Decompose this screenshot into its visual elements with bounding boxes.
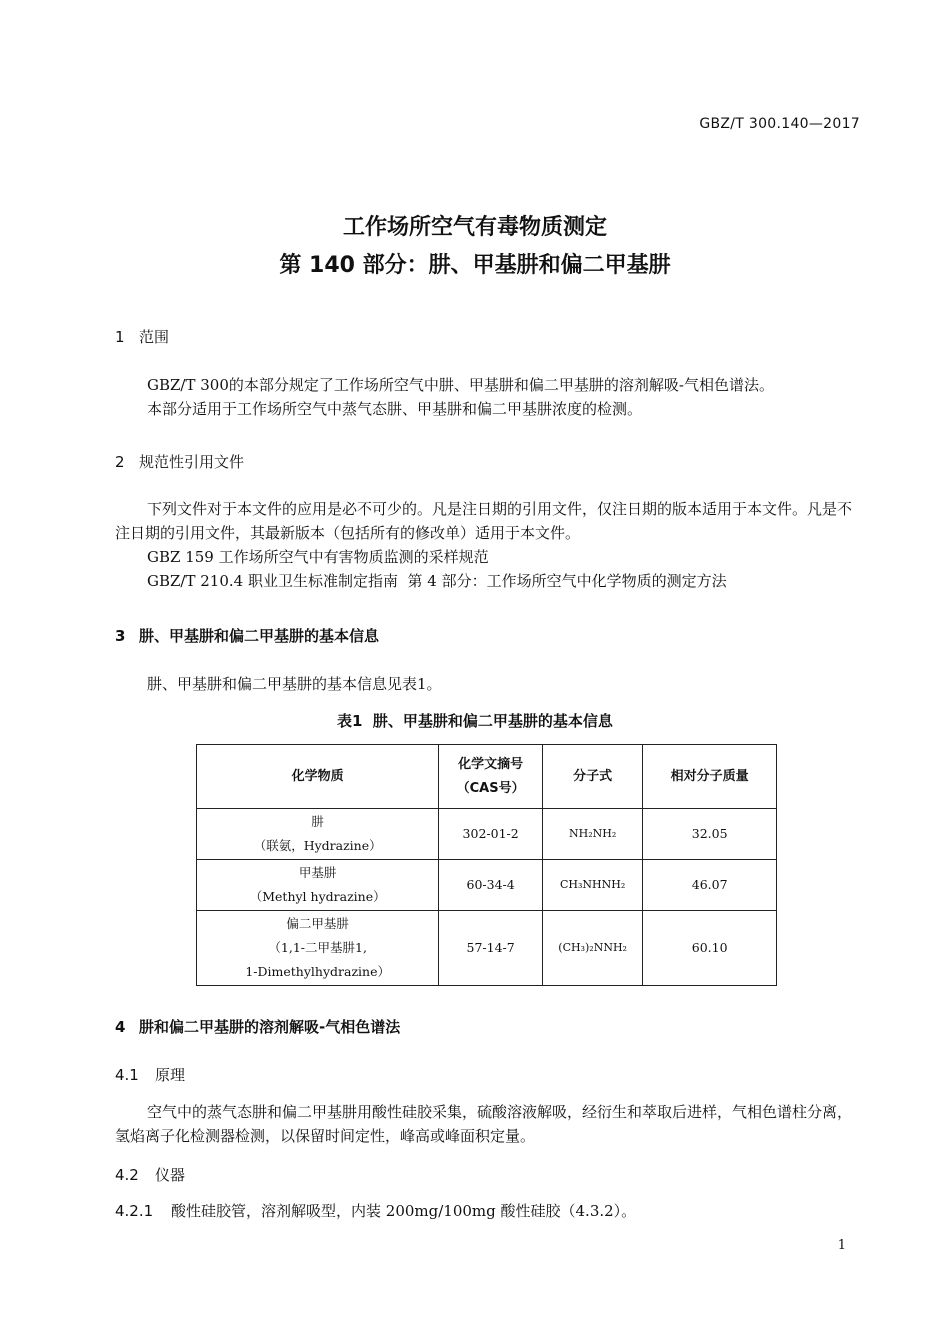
reference-gbz-159: GBZ 159 工作场所空气中有害物质监测的采样规范 [147,548,489,566]
standard-code: GBZ/T 300.140—2017 [699,116,860,132]
substance-alias: （Methyl hydrazine） [249,889,386,904]
section-title: 仪器 [155,1166,186,1184]
section-number: 4 [115,1018,126,1036]
section-3-paragraph: 肼、甲基肼和偏二甲基肼的基本信息见表1。 [147,675,442,693]
section-number: 4.1 [115,1066,139,1084]
cell-formula: CH₃NHNH₂ [542,860,642,911]
section-4-2-heading [115,1164,185,1185]
section-3-heading [115,625,379,646]
section-4-1-heading [115,1064,185,1085]
header-cas-line2: （CAS号） [456,780,525,796]
document-title-line2: 第 140 部分：肼、甲基肼和偏二甲基肼 [279,253,671,278]
cell-substance [197,809,439,860]
section-2-heading [115,451,244,472]
substance-name: 肼 [311,814,324,829]
table-1 [196,744,777,986]
substance-alias-cont: 1-Dimethylhydrazine） [245,964,390,979]
substance-alias: （1,1-二甲基肼1, [268,940,367,955]
cell-formula: (CH₃)₂NNH₂ [542,911,642,986]
section-4-2-1-item [115,1200,636,1221]
substance-alias: （联氨，Hydrazine） [253,838,382,853]
document-title-line1: 工作场所空气有毒物质测定 [342,215,607,240]
table-row [197,809,777,860]
cell-substance [197,911,439,986]
section-1-paragraph-1: GBZ/T 300的本部分规定了工作场所空气中肼、甲基肼和偏二甲基肼的溶剂解吸-气相色谱法。 [147,376,774,394]
substance-name: 甲基肼 [298,865,337,880]
reference-gbzt-210-4: GBZ/T 210.4 职业卫生标准制定指南 第 4 部分：工作场所空气中化学物质的测定方法 [147,572,727,590]
item-text: 酸性硅胶管，溶剂解吸型，内装 200mg/100mg 酸性硅胶（4.3.2）。 [171,1202,637,1220]
section-title: 肼和偏二甲基肼的溶剂解吸-气相色谱法 [139,1018,401,1036]
substance-name: 偏二甲基肼 [286,916,349,931]
cell-mass: 32.05 [643,809,777,860]
section-title: 规范性引用文件 [139,453,245,471]
cell-formula: NH₂NH₂ [542,809,642,860]
section-number: 2 [115,453,125,471]
header-substance: 化学物质 [197,745,439,809]
cell-cas: 57-14-7 [439,911,543,986]
header-formula: 分子式 [542,745,642,809]
cell-cas: 302-01-2 [439,809,543,860]
cell-substance [197,860,439,911]
cell-cas: 60-34-4 [439,860,543,911]
header-cas-line1: 化学文摘号 [458,756,524,772]
section-1-paragraph-2: 本部分适用于工作场所空气中蒸气态肼、甲基肼和偏二甲基肼浓度的检测。 [147,400,643,418]
section-title: 原理 [155,1066,186,1084]
section-number: 4.2 [115,1166,139,1184]
section-number: 1 [115,328,125,346]
header-mass: 相对分子质量 [643,745,777,809]
table-1-caption: 表1 肼、甲基肼和偏二甲基肼的基本信息 [337,712,613,730]
section-4-heading [115,1016,400,1037]
section-4-1-paragraph: 空气中的蒸气态肼和偏二甲基肼用酸性硅胶采集，硫酸溶液解吸，经衍生和萃取后进样，气相色谱柱分离，氢焰离子化检测器检测，以保留时间定性，峰高或峰面积定量。 [115,1103,853,1145]
table-row [197,911,777,986]
header-cas [439,745,543,809]
section-2-paragraph: 下列文件对于本文件的应用是必不可少的。凡是注日期的引用文件，仅注日期的版本适用于本文件。凡是不注日期的引用文件，其最新版本（包括所有的修改单）适用于本文件。 [115,500,853,542]
table-header-row [197,745,777,809]
section-title: 范围 [139,328,170,346]
section-number: 3 [115,627,126,645]
cell-mass: 60.10 [643,911,777,986]
section-number: 4.2.1 [115,1202,154,1220]
cell-mass: 46.07 [643,860,777,911]
section-title: 肼、甲基肼和偏二甲基肼的基本信息 [139,627,380,645]
section-1-heading [115,326,169,347]
page-number: 1 [837,1238,846,1253]
table-row [197,860,777,911]
